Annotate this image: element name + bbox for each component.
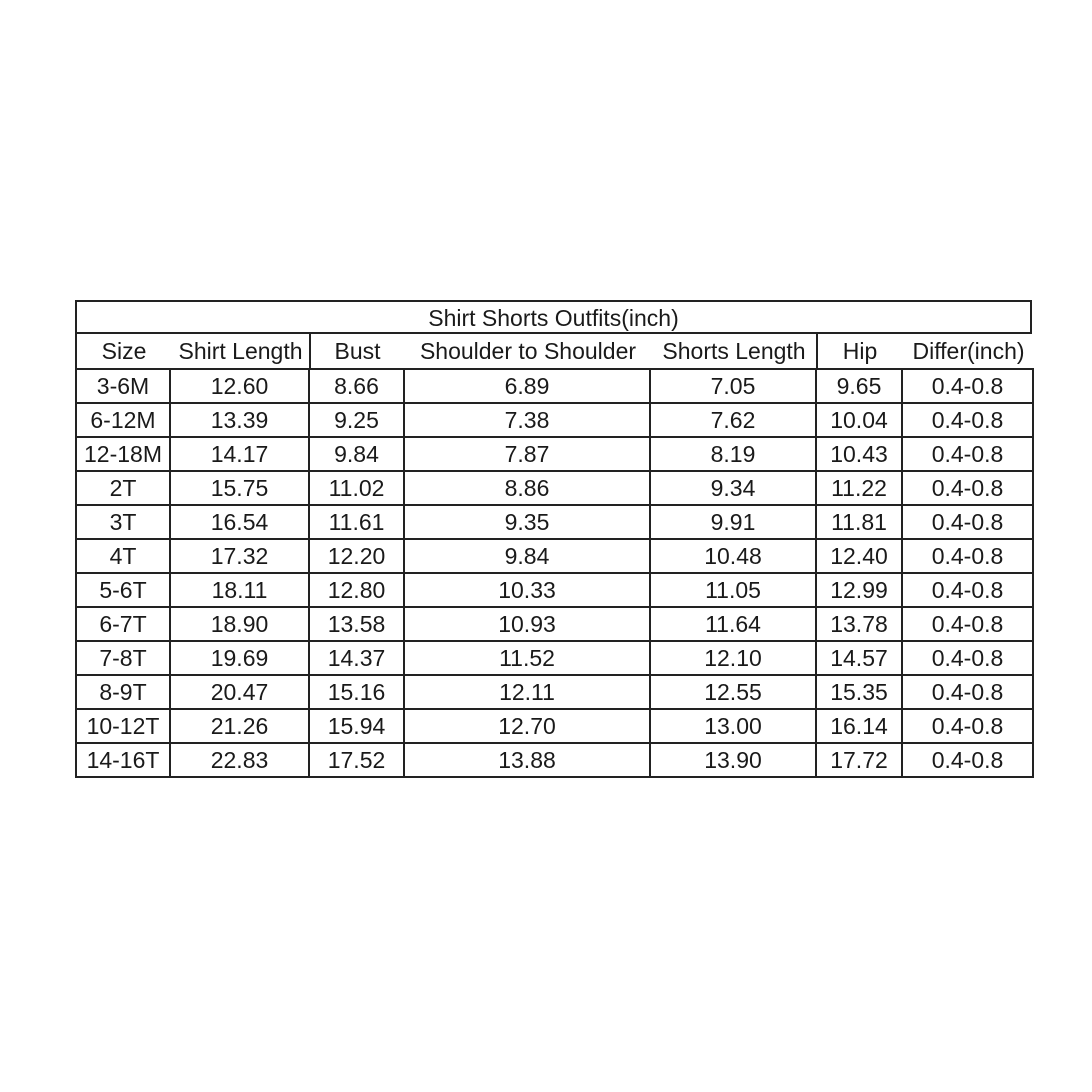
cell-differ: 0.4-0.8 <box>902 471 1033 505</box>
cell-shorts-length: 11.05 <box>650 573 816 607</box>
cell-size: 7-8T <box>76 641 170 675</box>
cell-shoulder: 10.33 <box>404 573 650 607</box>
cell-shirt-length: 19.69 <box>170 641 309 675</box>
header-row <box>75 334 1032 368</box>
cell-hip: 12.40 <box>816 539 902 573</box>
cell-shirt-length: 18.90 <box>170 607 309 641</box>
cell-bust: 13.58 <box>309 607 404 641</box>
cell-hip: 9.65 <box>816 369 902 403</box>
cell-shirt-length: 20.47 <box>170 675 309 709</box>
cell-shoulder: 12.70 <box>404 709 650 743</box>
cell-shirt-length: 17.32 <box>170 539 309 573</box>
cell-shorts-length: 8.19 <box>650 437 816 471</box>
cell-shoulder: 9.84 <box>404 539 650 573</box>
table-row <box>76 505 1033 539</box>
cell-shirt-length: 18.11 <box>170 573 309 607</box>
cell-hip: 12.99 <box>816 573 902 607</box>
cell-size: 2T <box>76 471 170 505</box>
cell-bust: 12.20 <box>309 539 404 573</box>
cell-differ: 0.4-0.8 <box>902 573 1033 607</box>
col-header-bust: Bust <box>334 338 381 364</box>
cell-shoulder: 12.11 <box>404 675 650 709</box>
cell-shorts-length: 11.64 <box>650 607 816 641</box>
cell-shorts-length: 9.91 <box>650 505 816 539</box>
table-row <box>76 539 1033 573</box>
col-header-shoulder: Shoulder to Shoulder <box>419 338 637 364</box>
cell-size: 5-6T <box>76 573 170 607</box>
cell-hip: 17.72 <box>816 743 902 777</box>
cell-shirt-length: 15.75 <box>170 471 309 505</box>
size-table <box>75 368 1034 778</box>
cell-shirt-length: 12.60 <box>170 369 309 403</box>
cell-shorts-length: 7.62 <box>650 403 816 437</box>
cell-size: 12-18M <box>76 437 170 471</box>
cell-differ: 0.4-0.8 <box>902 369 1033 403</box>
cell-differ: 0.4-0.8 <box>902 403 1033 437</box>
cell-bust: 14.37 <box>309 641 404 675</box>
cell-hip: 13.78 <box>816 607 902 641</box>
table-row <box>76 675 1033 709</box>
cell-bust: 9.84 <box>309 437 404 471</box>
cell-bust: 11.61 <box>309 505 404 539</box>
cell-bust: 11.02 <box>309 471 404 505</box>
cell-shoulder: 8.86 <box>404 471 650 505</box>
cell-shoulder: 13.88 <box>404 743 650 777</box>
cell-hip: 15.35 <box>816 675 902 709</box>
cell-shorts-length: 12.55 <box>650 675 816 709</box>
cell-shorts-length: 7.05 <box>650 369 816 403</box>
cell-shoulder: 7.87 <box>404 437 650 471</box>
table-row <box>76 369 1033 403</box>
cell-bust: 15.94 <box>309 709 404 743</box>
cell-shirt-length: 22.83 <box>170 743 309 777</box>
cell-size: 10-12T <box>76 709 170 743</box>
cell-bust: 12.80 <box>309 573 404 607</box>
cell-size: 4T <box>76 539 170 573</box>
cell-differ: 0.4-0.8 <box>902 709 1033 743</box>
table-row <box>76 641 1033 675</box>
col-header-differ: Differ(inch) <box>912 338 1025 364</box>
cell-shorts-length: 9.34 <box>650 471 816 505</box>
cell-shirt-length: 13.39 <box>170 403 309 437</box>
table-row <box>76 607 1033 641</box>
cell-differ: 0.4-0.8 <box>902 743 1033 777</box>
cell-differ: 0.4-0.8 <box>902 539 1033 573</box>
cell-bust: 9.25 <box>309 403 404 437</box>
cell-size: 3-6M <box>76 369 170 403</box>
cell-hip: 14.57 <box>816 641 902 675</box>
cell-hip: 11.81 <box>816 505 902 539</box>
col-header-shirt-length: Shirt Length <box>178 338 303 364</box>
cell-shirt-length: 21.26 <box>170 709 309 743</box>
cell-differ: 0.4-0.8 <box>902 437 1033 471</box>
cell-shoulder: 9.35 <box>404 505 650 539</box>
cell-size: 3T <box>76 505 170 539</box>
col-header-shorts-length: Shorts Length <box>662 338 806 364</box>
cell-shirt-length: 14.17 <box>170 437 309 471</box>
col-header-size: Size <box>101 338 147 364</box>
cell-shoulder: 11.52 <box>404 641 650 675</box>
table-row <box>76 743 1033 777</box>
cell-shorts-length: 13.00 <box>650 709 816 743</box>
table-row <box>76 471 1033 505</box>
cell-size: 8-9T <box>76 675 170 709</box>
cell-hip: 10.43 <box>816 437 902 471</box>
cell-differ: 0.4-0.8 <box>902 505 1033 539</box>
cell-hip: 11.22 <box>816 471 902 505</box>
col-header-hip: Hip <box>842 338 878 364</box>
cell-shorts-length: 13.90 <box>650 743 816 777</box>
table-row <box>76 709 1033 743</box>
table-row <box>76 437 1033 471</box>
cell-shorts-length: 12.10 <box>650 641 816 675</box>
cell-bust: 8.66 <box>309 369 404 403</box>
cell-size: 6-7T <box>76 607 170 641</box>
cell-size: 14-16T <box>76 743 170 777</box>
cell-hip: 16.14 <box>816 709 902 743</box>
cell-differ: 0.4-0.8 <box>902 607 1033 641</box>
cell-shirt-length: 16.54 <box>170 505 309 539</box>
cell-shoulder: 10.93 <box>404 607 650 641</box>
cell-shoulder: 7.38 <box>404 403 650 437</box>
cell-size: 6-12M <box>76 403 170 437</box>
table-row <box>76 403 1033 437</box>
cell-shorts-length: 10.48 <box>650 539 816 573</box>
cell-differ: 0.4-0.8 <box>902 641 1033 675</box>
size-chart <box>75 300 1032 774</box>
table-row <box>76 573 1033 607</box>
cell-bust: 15.16 <box>309 675 404 709</box>
cell-shoulder: 6.89 <box>404 369 650 403</box>
cell-bust: 17.52 <box>309 743 404 777</box>
cell-hip: 10.04 <box>816 403 902 437</box>
table-title: Shirt Shorts Outfits(inch) <box>75 300 1032 334</box>
cell-differ: 0.4-0.8 <box>902 675 1033 709</box>
